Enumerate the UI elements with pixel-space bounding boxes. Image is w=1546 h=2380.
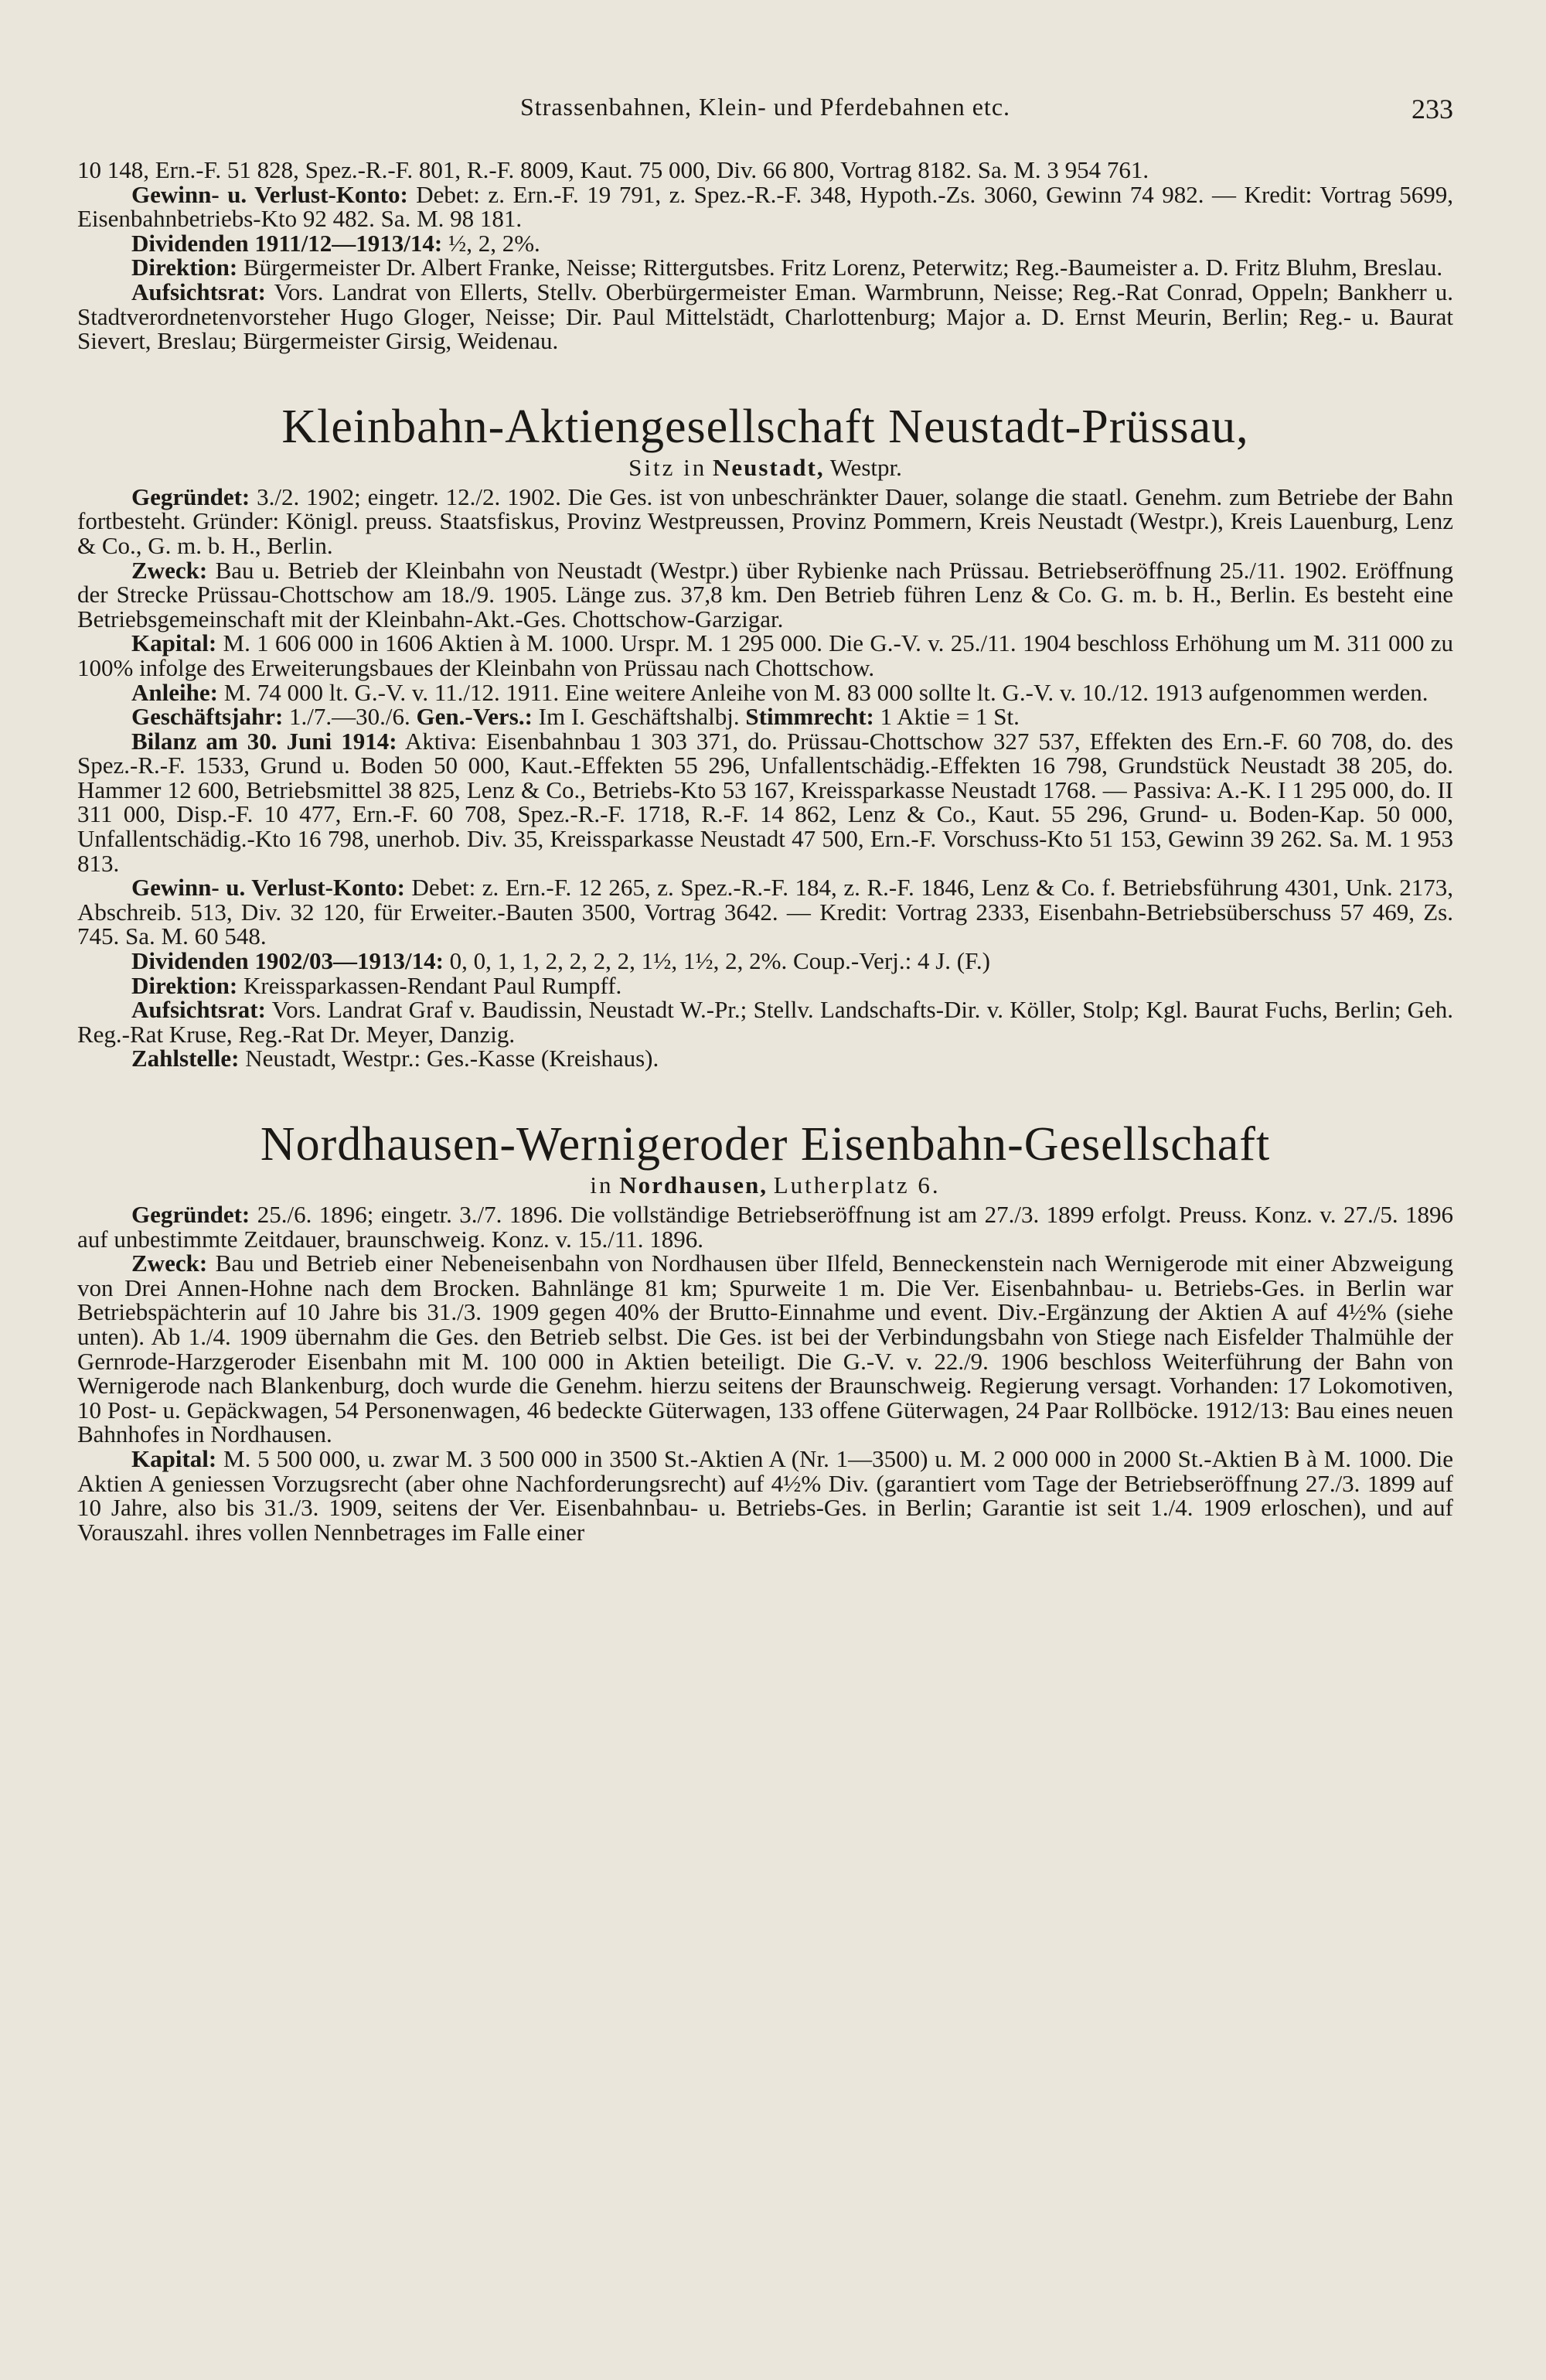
entry-paragraph	[77, 875, 1453, 949]
entry-text: 10 148, Ern.-F. 51 828, Spez.-R.-F. 801, R.-F. 8009, Kaut. 75 000, Div. 66 800, Vortrag 8182. Sa. M. 3 954 761.	[77, 156, 1149, 183]
running-header-title: Strassenbahnen, Klein- und Pferdebahnen etc.	[519, 93, 1011, 121]
entry-paragraph	[77, 231, 1453, 256]
entry-label: Gegründet:	[131, 482, 250, 510]
company-title: Kleinbahn-Aktiengesellschaft Neustadt-Prüssau,	[281, 400, 1249, 453]
entry-label: Zweck:	[131, 1250, 208, 1277]
entry-label: Aufsichtsrat:	[131, 278, 266, 305]
entry-paragraph	[77, 255, 1453, 280]
entry-text: M. 1 606 000 in 1606 Aktien à M. 1000. Urspr. M. 1 295 000. Die G.-V. v. 25./11. 1904 beschloss Erhöhung um M. 311 000 zu 100% infolge des Erweiterungsbaues der Kleinbahn von Prüssau nach Chottschow.	[77, 629, 1453, 681]
entry-text: Vors. Landrat Graf v. Baudissin, Neustadt W.-Pr.; Stellv. Landschafts-Dir. v. Köller, Stolp; Kgl. Baurat Fuchs, Berlin; Geh. Reg.-Rat Kruse, Reg.-Rat Dr. Meyer, Danzig.	[77, 996, 1453, 1048]
entry-paragraph	[77, 680, 1453, 705]
entry-text: 1./7.—30./6.	[289, 703, 410, 731]
seat-place: Nordhausen,	[619, 1171, 768, 1199]
entry-text: ½, 2, 2%.	[448, 229, 540, 257]
entry-label: Zahlstelle:	[131, 1045, 240, 1072]
entry-text: Vors. Landrat von Ellerts, Stellv. Oberbürgermeister Eman. Warmbrunn, Neisse; Reg.-Rat Conrad, Oppeln; Bankherr u. Stadtverordnetenvorsteher Hugo Gloger, Neisse; Dir. Paul Mittelstädt, Charlottenburg; Major a. D. Ernst Meurin, Berlin; Reg.- u. Baurat Sievert, Breslau; Bürgermeister Girsig, Weidenau.	[77, 278, 1453, 355]
entry-text: 1 Aktie = 1 St.	[880, 703, 1020, 731]
entry-text: Debet: z. Ern.-F. 12 265, z. Spez.-R.-F. 184, z. R.-F. 1846, Lenz & Co. f. Betriebsführung 4301, Unk. 2173, Abschreib. 513, Div. 32 120, für Erweiter.-Bauten 3500, Vortrag 3642. — Kredit: Vortrag 2333, Eisenbahn-Betriebsüberschuss 57 469, Zs. 745. Sa. M. 60 548.	[77, 874, 1454, 950]
entry-paragraph	[77, 729, 1453, 876]
entry-label: Gewinn- u. Verlust-Konto:	[131, 874, 405, 902]
entry-label: Gewinn- u. Verlust-Konto:	[131, 180, 408, 208]
entry-text: 3./2. 1902; eingetr. 12./2. 1902. Die Ges. ist von unbeschränkter Dauer, solange die staatl. Genehm. zum Betriebe der Bahn fortbesteht. Gründer: Königl. preuss. Staatsfiskus, Provinz Westpreussen, Provinz Pommern, Kreis Neustadt (Westpr.), Kreis Lauenburg, Lenz & Co., G. m. b. H., Berlin.	[77, 482, 1453, 559]
entry-label: Direktion:	[131, 254, 238, 281]
entry-label: Bilanz am 30. Juni 1914:	[131, 727, 397, 755]
company-entry-nordhausen-wernigerode	[77, 1117, 1453, 1544]
entry-text: Aktiva: Eisenbahnbau 1 303 371, do. Prüssau-Chottschow 327 537, Effekten des Ern.-F. 60 708, do. des Spez.-R.-F. 1533, Grund u. Boden 50 000, Kaut.-Effekten 55 296, Unfallentschädig.-Effekten 16 798, Grundstück Neustadt 38 205, do. Hammer 12 600, Betriebsmittel 38 825, Lenz & Co., Betriebs-Kto 53 167, Kreissparkasse Neustadt 1768. — Passiva: A.-K. I 1 295 000, do. II 311 000, Disp.-F. 10 477, Ern.-F. 60 708, Spez.-R.-F. 1718, R.-F. 14 862, Lenz & Co., Kaut. 55 296, Grund- u. Boden-Kap. 50 000, Unfallentschädig.-Kto 16 798, unerhob. Div. 35, Kreissparkasse Neustadt 47 500, Ern.-F. Vorschuss-Kto 51 153, Gewinn 39 262. Sa. M. 1 953 813.	[77, 727, 1453, 877]
entry-label: Aufsichtsrat:	[131, 996, 266, 1024]
entry-paragraph	[77, 631, 1453, 680]
entry-paragraph	[77, 482, 1453, 559]
entry-text: M. 5 500 000, u. zwar M. 3 500 000 in 3500 St.-Aktien A (Nr. 1—3500) u. M. 2 000 000 in 2000 St.-Aktien B à M. 1000. Die Aktien A geniessen Vorzugsrecht (aber ohne Nachforderungsrecht) auf 4½% Div. (garantiert vom Tage der Betriebseröffnung 27./3. 1899 auf 10 Jahre, also bis 31./3. 1909, seitens der Ver. Eisenbahnbau- u. Betriebs-Ges. in Berlin; Garantie ist seit 1./4. 1909 erloschen), und auf Vorauszahl. ihres vollen Nennbetrages im Falle einer	[77, 1444, 1454, 1546]
entry-paragraph	[77, 1202, 1453, 1251]
company-seat	[77, 454, 1453, 482]
entry-paragraph	[77, 704, 1453, 729]
entry-label: Dividenden 1911/12—1913/14:	[131, 229, 443, 257]
entry-label: Gegründet:	[131, 1201, 250, 1228]
entry-label: Dividenden 1902/03—1913/14:	[131, 947, 444, 975]
seat-prefix: in	[590, 1171, 614, 1199]
entry-paragraph	[77, 973, 1453, 998]
entry-label: Kapital:	[131, 1444, 217, 1472]
entry-label: Geschäftsjahr:	[131, 703, 284, 731]
seat-prefix: Sitz in	[628, 453, 707, 481]
entry-paragraph	[77, 1046, 1453, 1071]
entry-text: 25./6. 1896; eingetr. 3./7. 1896. Die vollständige Betriebseröffnung ist am 27./3. 1899 erfolgt. Preuss. Konz. v. 27./5. 1896 auf unbestimmte Zeitdauer, braunschweig. Konz. v. 15./11. 1896.	[77, 1201, 1454, 1253]
entry-paragraph	[77, 949, 1453, 973]
entry-text: 0, 0, 1, 1, 2, 2, 2, 2, 1½, 1½, 2, 2%. Coup.-Verj.: 4 J. (F.)	[449, 947, 990, 975]
entry-label: Stimmrecht:	[745, 703, 874, 731]
page-number: 233	[1411, 94, 1453, 124]
entry-label: Direktion:	[131, 971, 238, 999]
entry-text: Debet: z. Ern.-F. 19 791, z. Spez.-R.-F. 348, Hypoth.-Zs. 3060, Gewinn 74 982. — Kredit: Vortrag 5699, Eisenbahnbetriebs-Kto 92 482. Sa. M. 98 181.	[77, 180, 1453, 233]
entry-text: Im I. Geschäftshalbj.	[538, 703, 740, 731]
entry-paragraph	[77, 997, 1453, 1046]
entry-paragraph	[77, 1444, 1454, 1546]
company-seat	[77, 1171, 1453, 1199]
entry-text: Bau und Betrieb einer Nebeneisenbahn von Nordhausen über Ilfeld, Benneckenstein nach Wernigerode mit einer Abzweigung von Drei Annen-Hohne nach dem Brocken. Bahnlänge 81 km; Spurweite 1 m. Die Ver. Eisenbahnbau- u. Betriebs-Ges. in Berlin war Betriebspächterin auf 10 Jahre bis 31./3. 1909 gegen 40% der Brutto-Einnahme und event. Div.-Ergänzung der Aktien A auf 4½% (siehe unten). Ab 1./4. 1909 übernahm die Ges. den Betrieb selbst. Die Ges. ist bei der Verbindungsbahn von Stiege nach Eisfelder Thalmühle der Gernrode-Harzgeroder Eisenbahn mit M. 100 000 in Aktien beteiligt. Die G.-V. v. 22./9. 1906 beschloss Weiterführung der Bahn von Wernigerode nach Blankenburg, doch wurde die Genehm. hierzu seitens der Braunschweig. Regierung versagt. Vorhanden: 17 Lokomotiven, 10 Post- u. Gepäckwagen, 54 Personenwagen, 46 bedeckte Güterwagen, 133 offene Güterwagen, 24 Paar Rollböcke. 1912/13: Bau eines neuen Bahnhofes in Nordhausen.	[77, 1250, 1454, 1448]
running-header	[77, 93, 1453, 139]
entry-text: Kreissparkassen-Rendant Paul Rumpff.	[243, 971, 622, 999]
entry-text: Neustadt, Westpr.: Ges.-Kasse (Kreishaus).	[245, 1045, 659, 1072]
entry-text: M. 74 000 lt. G.-V. v. 11./12. 1911. Eine weitere Anleihe von M. 83 000 sollte lt. G.-V. v. 10./12. 1913 aufgenommen werden.	[223, 678, 1429, 706]
entry-label: Gen.-Vers.:	[416, 703, 533, 731]
entry-paragraph	[77, 1251, 1453, 1447]
seat-place: Neustadt,	[712, 453, 825, 481]
entry-label: Anleihe:	[131, 678, 218, 706]
entry-text: Bürgermeister Dr. Albert Franke, Neisse; Rittergutsbes. Fritz Lorenz, Peterwitz; Reg.-Baumeister a. D. Fritz Bluhm, Breslau.	[243, 254, 1443, 281]
seat-rest: Lutherplatz 6.	[773, 1171, 941, 1199]
seat-rest: Westpr.	[829, 453, 902, 481]
company-entry-neustadt-pruessau	[77, 400, 1453, 1071]
entry-paragraph	[77, 158, 1453, 182]
entry-paragraph	[77, 558, 1453, 632]
entry-paragraph	[77, 280, 1453, 353]
entry-text: Bau u. Betrieb der Kleinbahn von Neustadt (Westpr.) über Rybienke nach Prüssau. Betriebseröffnung 25./11. 1902. Eröffnung der Strecke Prüssau-Chottschow am 18./9. 1905. Länge zus. 37,8 km. Den Betrieb führen Lenz & Co. G. m. b. H., Berlin. Es besteht eine Betriebsgemeinschaft mit der Kleinbahn-Akt.-Ges. Chottschow-Garzigar.	[77, 556, 1454, 633]
previous-entry-continuation	[77, 158, 1453, 353]
entry-paragraph	[77, 182, 1453, 231]
entry-label: Kapital:	[131, 629, 217, 657]
entry-label: Zweck:	[131, 556, 208, 584]
company-title: Nordhausen-Wernigeroder Eisenbahn-Gesellschaft	[260, 1118, 1271, 1171]
